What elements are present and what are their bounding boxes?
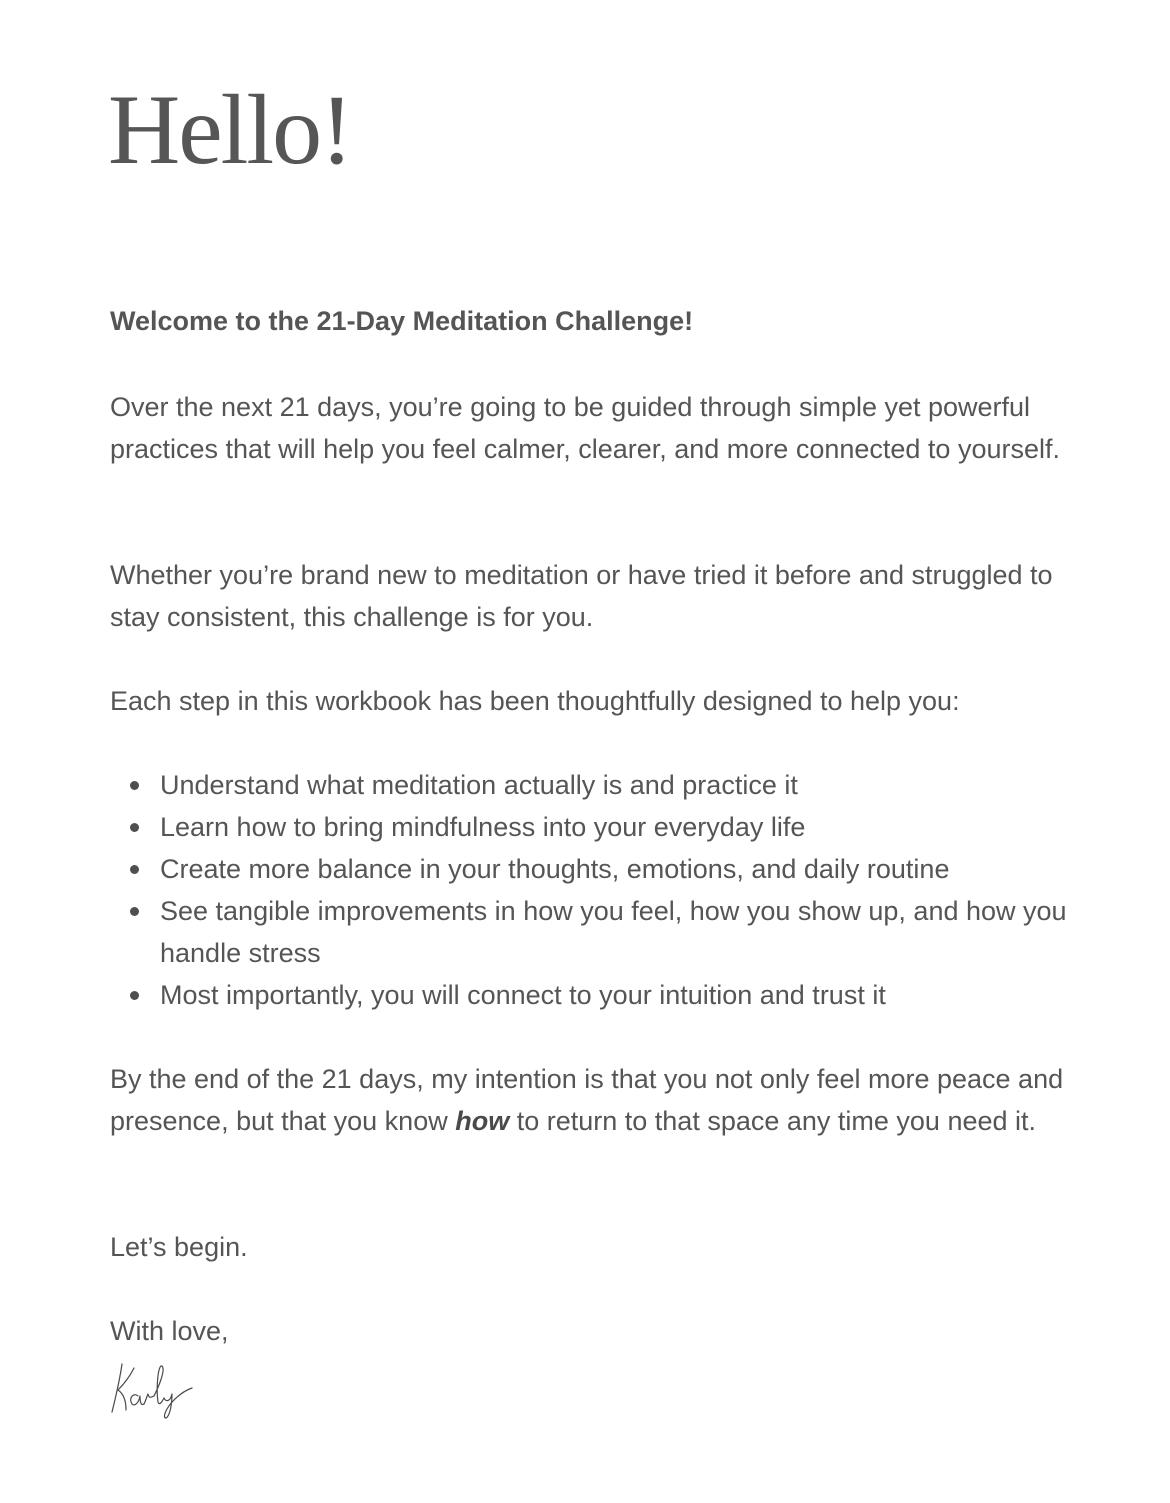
list-item [110, 806, 1100, 848]
bullet-icon [130, 823, 139, 832]
page-title: Hello! [108, 74, 352, 185]
signature-image [108, 1358, 198, 1420]
welcome-heading: Welcome to the 21-Day Meditation Challenge! [110, 306, 694, 336]
list-item [110, 890, 1100, 974]
audience-paragraph: Whether you’re brand new to meditation or have tried it before and struggled to stay consistent, this challenge is for you. [110, 560, 1053, 632]
bullet-icon [130, 865, 139, 874]
workbook-paragraph: Each step in this workbook has been thoughtfully designed to help you: [110, 686, 960, 716]
intention-paragraph [110, 1058, 1100, 1142]
benefits-list [110, 764, 1100, 1016]
list-item-text: Understand what meditation actually is and practice it [160, 770, 798, 800]
list-item [110, 974, 1100, 1016]
bullet-icon [130, 991, 139, 1000]
list-item-text: Learn how to bring mindfulness into your everyday life [160, 812, 806, 842]
list-item-text: Most importantly, you will connect to your intuition and trust it [160, 980, 886, 1010]
list-item [110, 848, 1100, 890]
intention-emphasis: how [455, 1106, 510, 1136]
sign-off: With love, [110, 1316, 229, 1346]
intention-text-end: to return to that space any time you need it. [509, 1106, 1037, 1136]
bullet-icon [130, 907, 139, 916]
list-item-text: Create more balance in your thoughts, emotions, and daily routine [160, 854, 950, 884]
intro-paragraph: Over the next 21 days, you’re going to be guided through simple yet powerful practices that will help you feel calmer, clearer, and more connected to yourself. [110, 392, 1060, 464]
bullet-icon [130, 781, 139, 790]
list-item [110, 764, 1100, 806]
intention-text-start: By the end of the 21 days, my intention is that you not only feel more peace and presence, but that you know [110, 1064, 1064, 1136]
closing-line: Let’s begin. [110, 1232, 248, 1262]
list-item-text: See tangible improvements in how you feel, how you show up, and how you handle stress [160, 896, 1067, 968]
